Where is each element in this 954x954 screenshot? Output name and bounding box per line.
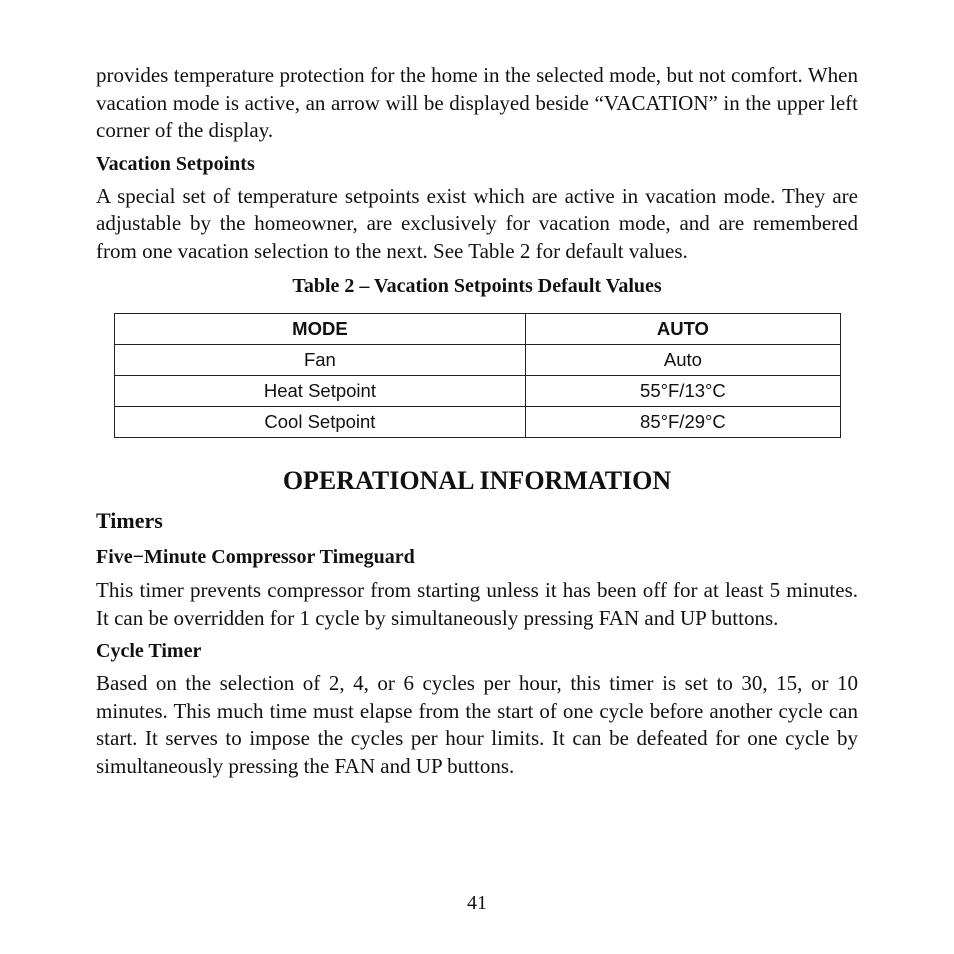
table-cell-value: 85°F/29°C	[525, 407, 840, 438]
table-cell-value: 55°F/13°C	[525, 376, 840, 407]
timers-heading: Timers	[96, 508, 163, 533]
table-row	[115, 345, 841, 376]
table-caption: Table 2 – Vacation Setpoints Default Values	[292, 275, 662, 297]
table-cell-mode: Fan	[115, 345, 526, 376]
table-cell-value: Auto	[525, 345, 840, 376]
page-body	[96, 62, 858, 780]
table-row	[115, 407, 841, 438]
column-header-auto: AUTO	[525, 314, 840, 345]
table-cell-mode: Heat Setpoint	[115, 376, 526, 407]
vacation-setpoints-table	[114, 313, 841, 438]
vacation-setpoints-heading: Vacation Setpoints	[96, 152, 255, 175]
table-row	[115, 376, 841, 407]
page-number: 41	[467, 892, 487, 914]
section-title: OPERATIONAL INFORMATION	[282, 466, 672, 495]
compressor-timeguard-heading: Five−Minute Compressor Timeguard	[96, 546, 415, 568]
vacation-setpoints-paragraph: A special set of temperature setpoints exist which are active in vacation mode. They are adjustable by the homeowner, are exclusively for vacation mode, and are remembered from one vacation selection to the next. See Table 2 for default values.	[96, 183, 858, 263]
table-header-row	[115, 314, 841, 345]
column-header-mode: MODE	[115, 314, 526, 345]
compressor-timeguard-paragraph: This timer prevents compressor from starting unless it has been off for at least 5 minutes. It can be overridden for 1 cycle by simultaneously pressing FAN and UP buttons.	[96, 578, 858, 630]
intro-paragraph: provides temperature protection for the home in the selected mode, but not comfort. When vacation mode is active, an arrow will be displayed beside “VACATION” in the upper left corner of the display.	[96, 63, 858, 142]
table-cell-mode: Cool Setpoint	[115, 407, 526, 438]
cycle-timer-heading: Cycle Timer	[96, 640, 202, 662]
cycle-timer-paragraph: Based on the selection of 2, 4, or 6 cycles per hour, this timer is set to 30, 15, or 10 minutes. This much time must elapse from the start of one cycle before another cycle can start. It serves to impose the cycles per hour limits. It can be defeated for one cycle by simultaneously pressing the FAN and UP buttons.	[96, 671, 858, 778]
